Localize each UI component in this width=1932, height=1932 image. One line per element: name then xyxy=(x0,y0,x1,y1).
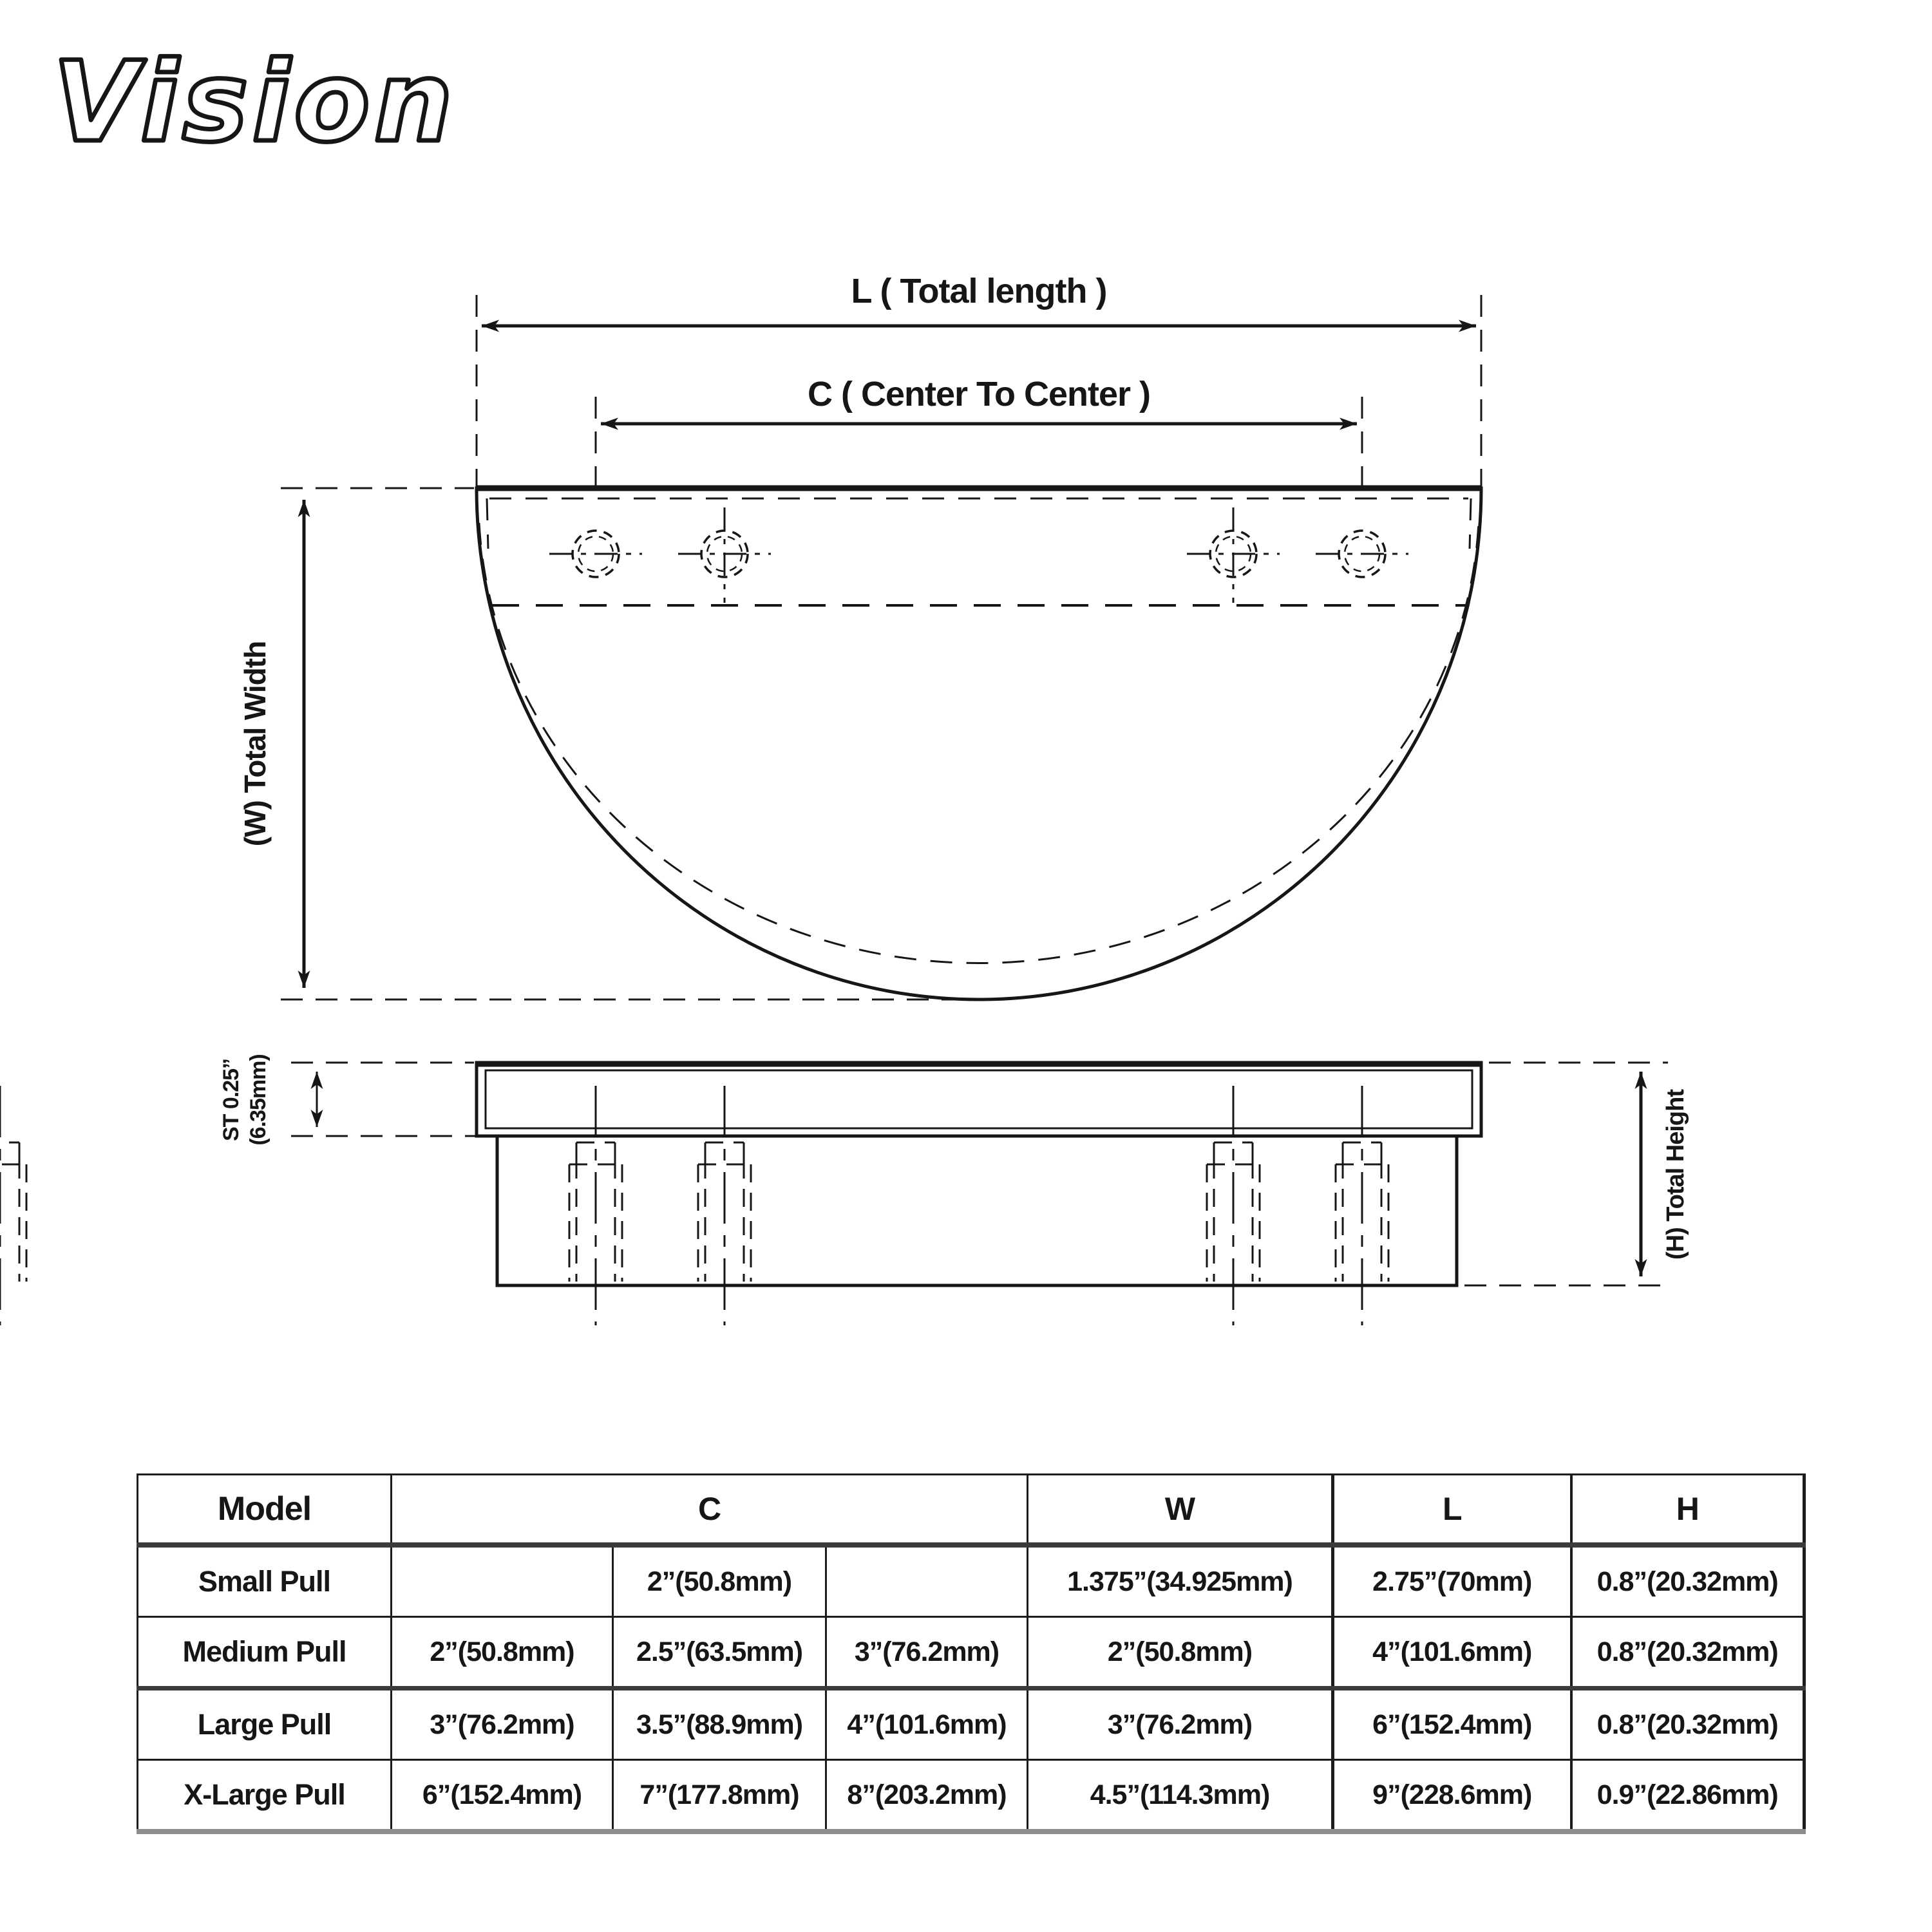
table-header-row xyxy=(138,1475,1804,1546)
door-outline xyxy=(497,1136,1457,1285)
c-value-1: 2”(50.8mm) xyxy=(392,1617,613,1689)
table-row-large-pull xyxy=(138,1689,1804,1760)
screw-hidden-lines xyxy=(0,1086,26,1325)
c-value-2: 2”(50.8mm) xyxy=(613,1545,826,1617)
h-value: 0.8”(20.32mm) xyxy=(1571,1617,1804,1689)
column-header-l: L xyxy=(1333,1475,1571,1546)
h-value: 0.9”(22.86mm) xyxy=(1571,1760,1804,1832)
c-value-2: 2.5”(63.5mm) xyxy=(613,1617,826,1689)
l-value: 9”(228.6mm) xyxy=(1333,1760,1571,1832)
plate-outline xyxy=(477,1063,1481,1136)
c-value-2: 7”(177.8mm) xyxy=(613,1760,826,1832)
column-header-h: H xyxy=(1571,1475,1804,1546)
c-value-3: 8”(203.2mm) xyxy=(826,1760,1028,1832)
c-value-3 xyxy=(826,1545,1028,1617)
model-name: Medium Pull xyxy=(138,1617,392,1689)
c-value-1: 3”(76.2mm) xyxy=(392,1689,613,1760)
c-value-2: 3.5”(88.9mm) xyxy=(613,1689,826,1760)
table-row-small-pull xyxy=(138,1545,1804,1617)
c-value-3: 3”(76.2mm) xyxy=(826,1617,1028,1689)
l-value: 2.75”(70mm) xyxy=(1333,1545,1571,1617)
table-row-xlarge-pull xyxy=(138,1760,1804,1832)
thickness-metric-label: (6.35mm) xyxy=(246,1054,270,1146)
model-name: X-Large Pull xyxy=(138,1760,392,1832)
w-value: 2”(50.8mm) xyxy=(1028,1617,1333,1689)
w-value: 1.375”(34.925mm) xyxy=(1028,1545,1333,1617)
total-length-label: L ( Total length ) xyxy=(851,272,1107,310)
brand-logo: Vision xyxy=(53,37,457,167)
column-header-c: C xyxy=(392,1475,1028,1546)
model-name: Large Pull xyxy=(138,1689,392,1760)
total-width-label: (W) Total Width xyxy=(238,641,272,847)
h-value: 0.8”(20.32mm) xyxy=(1571,1689,1804,1760)
column-header-w: W xyxy=(1028,1475,1333,1546)
c-value-3: 4”(101.6mm) xyxy=(826,1689,1028,1760)
l-value: 4”(101.6mm) xyxy=(1333,1617,1571,1689)
side-view xyxy=(0,1054,1689,1325)
top-view xyxy=(238,272,1481,999)
model-name: Small Pull xyxy=(138,1545,392,1617)
table-row-medium-pull xyxy=(138,1617,1804,1689)
h-value: 0.8”(20.32mm) xyxy=(1571,1545,1804,1617)
column-header-model: Model xyxy=(138,1475,392,1546)
total-height-label: (H) Total Height xyxy=(1662,1089,1689,1260)
c-value-1: 6”(152.4mm) xyxy=(392,1760,613,1832)
w-value: 4.5”(114.3mm) xyxy=(1028,1760,1333,1832)
thickness-label: ST 0.25” xyxy=(219,1058,243,1142)
pull-outline xyxy=(477,488,1481,999)
c-value-1 xyxy=(392,1545,613,1617)
w-value: 3”(76.2mm) xyxy=(1028,1689,1333,1760)
center-to-center-label: C ( Center To Center ) xyxy=(807,375,1151,413)
spec-table xyxy=(137,1473,1806,1834)
l-value: 6”(152.4mm) xyxy=(1333,1689,1571,1760)
